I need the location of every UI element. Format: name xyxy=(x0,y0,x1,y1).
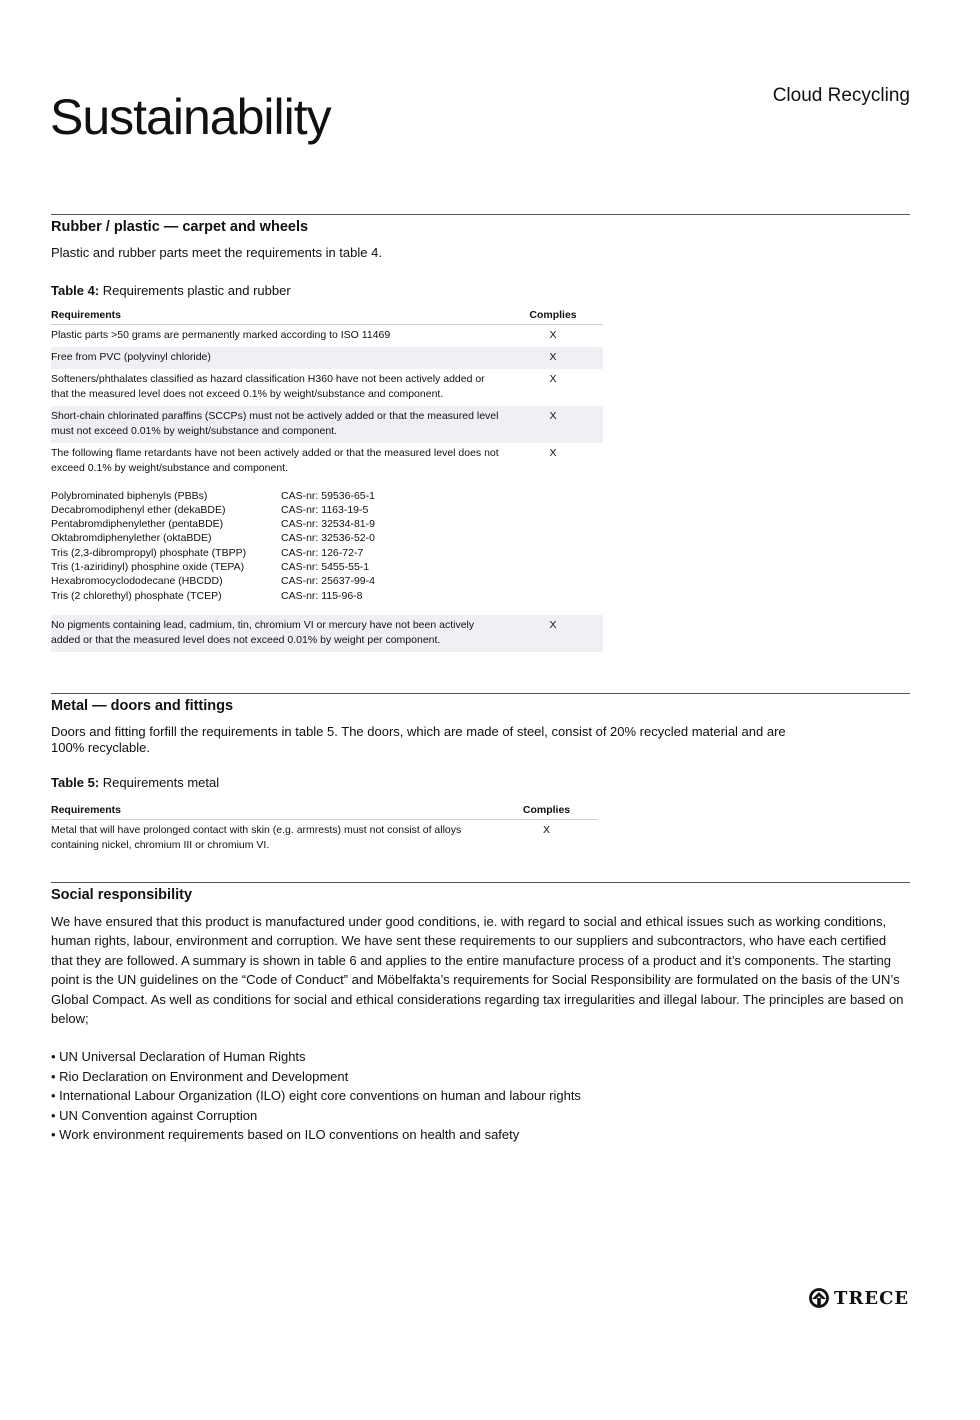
column-header-complies: Complies xyxy=(495,803,598,820)
section-metal xyxy=(51,693,910,857)
requirement-cell: Metal that will have prolonged contact with skin (e.g. armrests) must not consist of alloys containing nickel, chromium III or chromium VI. xyxy=(51,824,462,852)
requirement-cell: Short-chain chlorinated paraffins (SCCPs) must not be actively added or that the measured level must not exceed 0.01% by weight/substance and component. xyxy=(51,406,503,443)
table-row xyxy=(51,325,603,347)
requirement-cell: Softeners/phthalates classified as hazard classification H360 have not been actively added or that the measured level does not exceed 0.1% by weight/substance and component. xyxy=(51,373,485,401)
column-header-requirements: Requirements xyxy=(51,803,495,820)
retardant-name: Pentabromdiphenylether (pentaBDE) xyxy=(51,518,224,531)
complies-cell: X xyxy=(503,347,603,369)
requirement-cell xyxy=(51,443,503,615)
list-item: • UN Convention against Corruption xyxy=(51,1106,910,1125)
section-intro: Plastic and rubber parts meet the requirements in table 4. xyxy=(51,245,382,260)
trece-logo-icon xyxy=(808,1287,830,1309)
brand-wordmark: TRECE xyxy=(834,1287,910,1309)
retardant-name: Hexabromocyclododecane (HBCDD) xyxy=(51,575,223,588)
complies-cell: X xyxy=(549,373,557,386)
table-caption xyxy=(51,775,910,790)
table-row xyxy=(51,443,603,615)
column-header-complies: Complies xyxy=(503,308,603,325)
table-title: Requirements plastic and rubber xyxy=(99,282,291,298)
section-heading: Rubber / plastic — carpet and wheels xyxy=(51,219,309,235)
retardant-name: Oktabromdiphenylether (oktaBDE) xyxy=(51,532,212,545)
retardant-cas: CAS-nr: 32536-52-0 xyxy=(281,532,375,545)
section-intro: Doors and fitting forfill the requirements in table 5. The doors, which are made of steel, consist of 20% recycled material and are 100% recyclable. xyxy=(51,724,786,756)
complies-cell: X xyxy=(503,406,603,443)
table-row xyxy=(51,369,603,406)
table-row xyxy=(51,820,598,857)
retardant-name: Decabromodiphenyl ether (dekaBDE) xyxy=(51,503,226,516)
table-row xyxy=(51,347,603,369)
requirements-table-4 xyxy=(51,308,603,652)
complies-cell: X xyxy=(503,615,603,652)
table-caption xyxy=(51,283,910,298)
table-label: Table 4: xyxy=(51,282,100,298)
section-body: We have ensured that this product is manufactured under good conditions, ie. with regard to social and ethical issues such as working conditions, human rights, labour, environment and corruption. We have sent these requirements to our suppliers and subcontractors, who have each certified that they are followed. A summary is shown in table 6 and applies to the entire manufacture process of a product and it’s components. The starting point is the UN guidelines on the “Code of Conduct” and Möbelfakta’s requirements for Social Responsibility are formulated on the basis of the UN’s Global Compact. As well as conditions for social and ethical considerations regarding tax irregularities and illegal labour. The principles are based on below; xyxy=(51,914,904,1027)
retardant-name: Polybrominated biphenyls (PBBs) xyxy=(51,489,208,502)
retardant-name: Tris (2,3-dibrompropyl) phosphate (TBPP) xyxy=(51,546,247,559)
retardant-cas: CAS-nr: 25637-99-4 xyxy=(281,575,375,588)
requirement-cell: Plastic parts >50 grams are permanently marked according to ISO 11469 xyxy=(51,329,391,342)
retardant-cas: CAS-nr: 126-72-7 xyxy=(281,546,364,559)
retardant-name: Tris (2 chlorethyl) phosphate (TCEP) xyxy=(51,589,222,602)
flame-retardant-list xyxy=(51,489,503,603)
section-heading: Social responsibility xyxy=(51,887,193,903)
page-title: Sustainability xyxy=(50,89,331,145)
list-item: • Rio Declaration on Environment and Development xyxy=(51,1067,910,1086)
requirements-table-5 xyxy=(51,803,598,858)
principles-list xyxy=(51,1047,910,1144)
section-social-responsibility xyxy=(51,882,910,1144)
retardant-cas: CAS-nr: 115-96-8 xyxy=(281,589,363,602)
table-label: Table 5: xyxy=(51,774,100,790)
section-rubber-plastic xyxy=(51,214,910,652)
complies-cell: X xyxy=(549,329,557,342)
retardant-cas: CAS-nr: 1163-19-5 xyxy=(281,503,369,516)
column-header-requirements: Requirements xyxy=(51,308,503,325)
brand-logo xyxy=(808,1287,909,1309)
product-name: Cloud Recycling xyxy=(772,85,910,106)
section-heading: Metal — doors and fittings xyxy=(51,698,234,714)
retardant-cas: CAS-nr: 59536-65-1 xyxy=(281,489,375,502)
requirement-cell: No pigments containing lead, cadmium, tin, chromium VI or mercury have not been actively added or that the measured level does not exceed 0.01% by weight per component. xyxy=(51,615,503,652)
list-item: • International Labour Organization (ILO) eight core conventions on human and labour rights xyxy=(51,1086,910,1105)
retardant-name: Tris (1-aziridinyl) phosphine oxide (TEPA) xyxy=(51,560,245,573)
complies-cell: X xyxy=(542,824,550,837)
flame-retardant-intro: The following flame retardants have not been actively added or that the measured level does not exceed 0.1% by weight/substance and component. xyxy=(51,446,499,474)
requirement-cell: Free from PVC (polyvinyl chloride) xyxy=(51,347,503,369)
complies-cell: X xyxy=(549,446,557,459)
table-row xyxy=(51,615,603,652)
table-title: Requirements metal xyxy=(99,774,220,790)
retardant-cas: CAS-nr: 5455-55-1 xyxy=(281,560,370,573)
retardant-cas: CAS-nr: 32534-81-9 xyxy=(281,518,375,531)
list-item: • UN Universal Declaration of Human Rights xyxy=(51,1047,910,1066)
table-row xyxy=(51,406,603,443)
list-item: • Work environment requirements based on ILO conventions on health and safety xyxy=(51,1125,910,1144)
